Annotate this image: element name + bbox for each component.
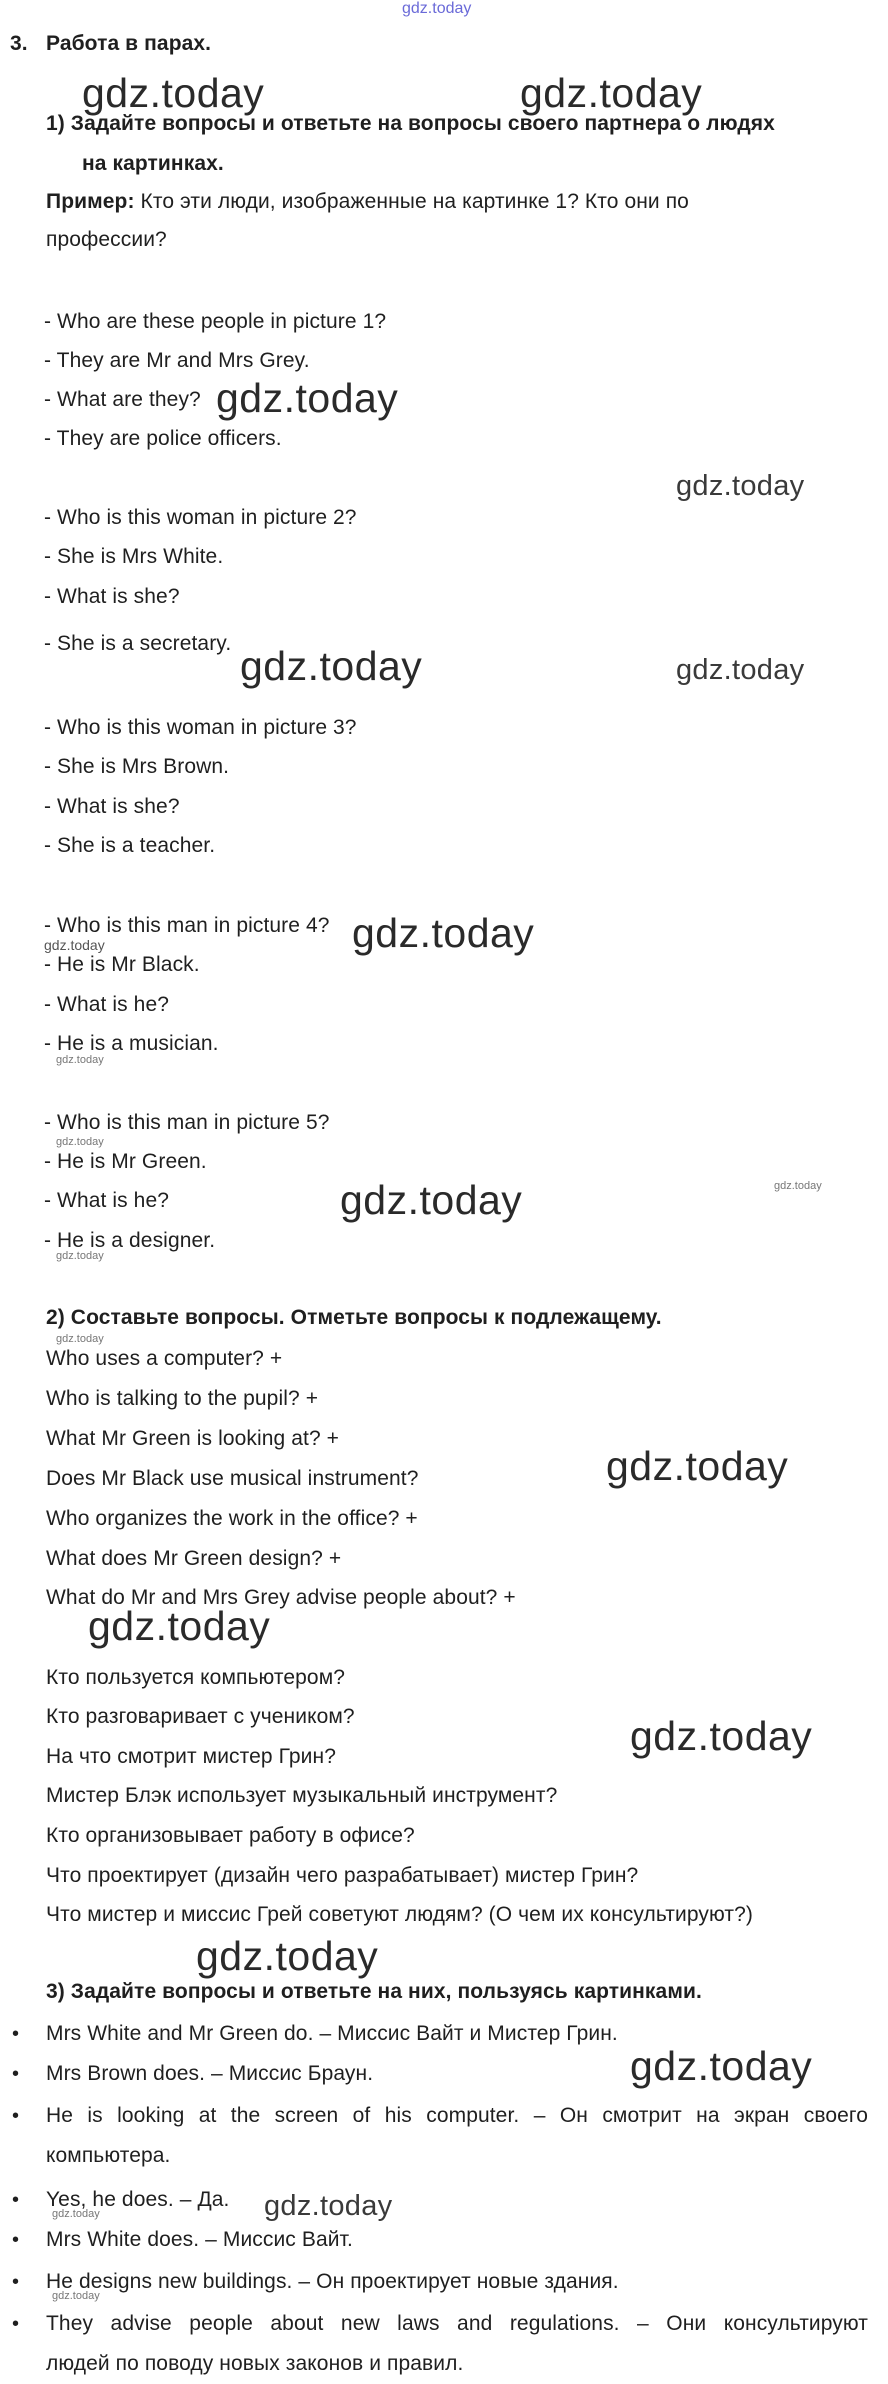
dialogue-line: - They are Mr and Mrs Grey. bbox=[44, 349, 310, 372]
watermark: gdz.today bbox=[676, 654, 805, 686]
question-ru: Что мистер и миссис Грей советуют людям? (О чем их консультируют?) bbox=[46, 1903, 753, 1926]
question-en: Who organizes the work in the office? + bbox=[46, 1507, 418, 1530]
dialogue-line: - He is a designer. bbox=[44, 1229, 216, 1252]
part2-heading: 2) Составьте вопросы. Отметьте вопросы к подлежащему. bbox=[46, 1306, 662, 1329]
dialogue-line: - Who is this woman in picture 2? bbox=[44, 506, 357, 529]
task-number: 3. bbox=[10, 32, 28, 55]
answer-item: Mrs White does. – Миссис Вайт. bbox=[46, 2228, 353, 2251]
watermark: gdz.today bbox=[352, 910, 535, 956]
answer-item-line2: людей по поводу новых законов и правил. bbox=[46, 2352, 464, 2375]
bullet-icon: • bbox=[12, 2063, 20, 2085]
watermark: gdz.today bbox=[520, 70, 703, 116]
dialogue-line: - Who are these people in picture 1? bbox=[44, 310, 387, 333]
dialogue-line: - He is Mr Black. bbox=[44, 953, 200, 976]
watermark: gdz.today bbox=[56, 1333, 104, 1345]
question-en: What do Mr and Mrs Grey advise people about? + bbox=[46, 1586, 516, 1609]
dialogue-line: - What is she? bbox=[44, 585, 180, 608]
watermark: gdz.today bbox=[52, 2208, 100, 2220]
answer-item: He designs new buildings. – Он проектирует новые здания. bbox=[46, 2270, 619, 2293]
question-ru: Кто организовывает работу в офисе? bbox=[46, 1824, 415, 1847]
question-en: Does Mr Black use musical instrument? bbox=[46, 1467, 419, 1490]
question-ru: Кто пользуется компьютером? bbox=[46, 1666, 346, 1689]
watermark: gdz.today bbox=[264, 2190, 393, 2222]
part1-heading-line2: на картинках. bbox=[82, 152, 224, 175]
question-en: What does Mr Green design? + bbox=[46, 1547, 342, 1570]
watermark: gdz.today bbox=[630, 2043, 813, 2089]
example-label: Пример: bbox=[46, 190, 135, 213]
dialogue-line: - She is Mrs White. bbox=[44, 545, 224, 568]
answer-item: Mrs Brown does. – Миссис Браун. bbox=[46, 2062, 374, 2085]
watermark: gdz.today bbox=[630, 1713, 813, 1759]
bullet-icon: • bbox=[12, 2229, 20, 2251]
watermark-top: gdz.today bbox=[402, 0, 472, 17]
dialogue-line: - She is Mrs Brown. bbox=[44, 755, 230, 778]
bullet-icon: • bbox=[12, 2023, 20, 2045]
answer-item: Mrs White and Mr Green do. – Миссис Вайт и Мистер Грин. bbox=[46, 2022, 618, 2045]
answer-item-line1: They advise people about new laws and regulations. – Они консультируют bbox=[46, 2312, 868, 2335]
question-en: Who uses a computer? + bbox=[46, 1347, 283, 1370]
question-ru: Кто разговаривает с учеником? bbox=[46, 1705, 355, 1728]
bullet-icon: • bbox=[12, 2271, 20, 2293]
question-ru: На что смотрит мистер Грин? bbox=[46, 1745, 336, 1768]
dialogue-line: - He is a musician. bbox=[44, 1032, 219, 1055]
watermark: gdz.today bbox=[56, 1136, 104, 1148]
dialogue-line: - Who is this woman in picture 3? bbox=[44, 716, 357, 739]
dialogue-line: - Who is this man in picture 5? bbox=[44, 1111, 330, 1134]
watermark: gdz.today bbox=[82, 70, 265, 116]
example-text-line2: профессии? bbox=[46, 228, 167, 251]
dialogue-line: - She is a secretary. bbox=[44, 632, 232, 655]
bullet-icon: • bbox=[12, 2189, 20, 2211]
watermark: gdz.today bbox=[88, 1603, 271, 1649]
answer-item-line2: компьютера. bbox=[46, 2144, 171, 2167]
answer-item-line1: He is looking at the screen of his computer. – Он смотрит на экран своего bbox=[46, 2104, 868, 2127]
dialogue-line: - He is Mr Green. bbox=[44, 1150, 207, 1173]
example-text-line1: Кто эти люди, изображенные на картинке 1? Кто они по bbox=[140, 190, 689, 213]
bullet-icon: • bbox=[12, 2105, 20, 2127]
question-en: What Mr Green is looking at? + bbox=[46, 1427, 340, 1450]
watermark: gdz.today bbox=[44, 937, 105, 953]
part1-heading-line1: 1) Задайте вопросы и ответьте на вопросы своего партнера о людях bbox=[46, 112, 775, 135]
dialogue-line: - What is he? bbox=[44, 1189, 170, 1212]
task-title: Работа в парах. bbox=[46, 32, 212, 55]
part1-example bbox=[46, 188, 868, 216]
watermark: gdz.today bbox=[240, 643, 423, 689]
dialogue-line: - What are they? bbox=[44, 388, 201, 411]
question-ru: Что проектирует (дизайн чего разрабатывает) мистер Грин? bbox=[46, 1864, 639, 1887]
dialogue-line: - What is she? bbox=[44, 795, 180, 818]
watermark: gdz.today bbox=[56, 1250, 104, 1262]
part3-heading: 3) Задайте вопросы и ответьте на них, пользуясь картинками. bbox=[46, 1980, 702, 2003]
dialogue-line: - Who is this man in picture 4? bbox=[44, 914, 330, 937]
watermark: gdz.today bbox=[216, 375, 399, 421]
watermark: gdz.today bbox=[52, 2290, 100, 2302]
question-en: Who is talking to the pupil? + bbox=[46, 1387, 319, 1410]
watermark: gdz.today bbox=[56, 1054, 104, 1066]
question-ru: Мистер Блэк использует музыкальный инструмент? bbox=[46, 1784, 558, 1807]
dialogue-line: - What is he? bbox=[44, 993, 170, 1016]
watermark: gdz.today bbox=[676, 470, 805, 502]
dialogue-line: - They are police officers. bbox=[44, 427, 282, 450]
dialogue-line: - She is a teacher. bbox=[44, 834, 216, 857]
watermark: gdz.today bbox=[196, 1933, 379, 1979]
bullet-icon: • bbox=[12, 2313, 20, 2335]
answer-item: Yes, he does. – Да. bbox=[46, 2188, 230, 2211]
watermark: gdz.today bbox=[340, 1177, 523, 1223]
watermark: gdz.today bbox=[774, 1180, 822, 1192]
watermark: gdz.today bbox=[606, 1443, 789, 1489]
